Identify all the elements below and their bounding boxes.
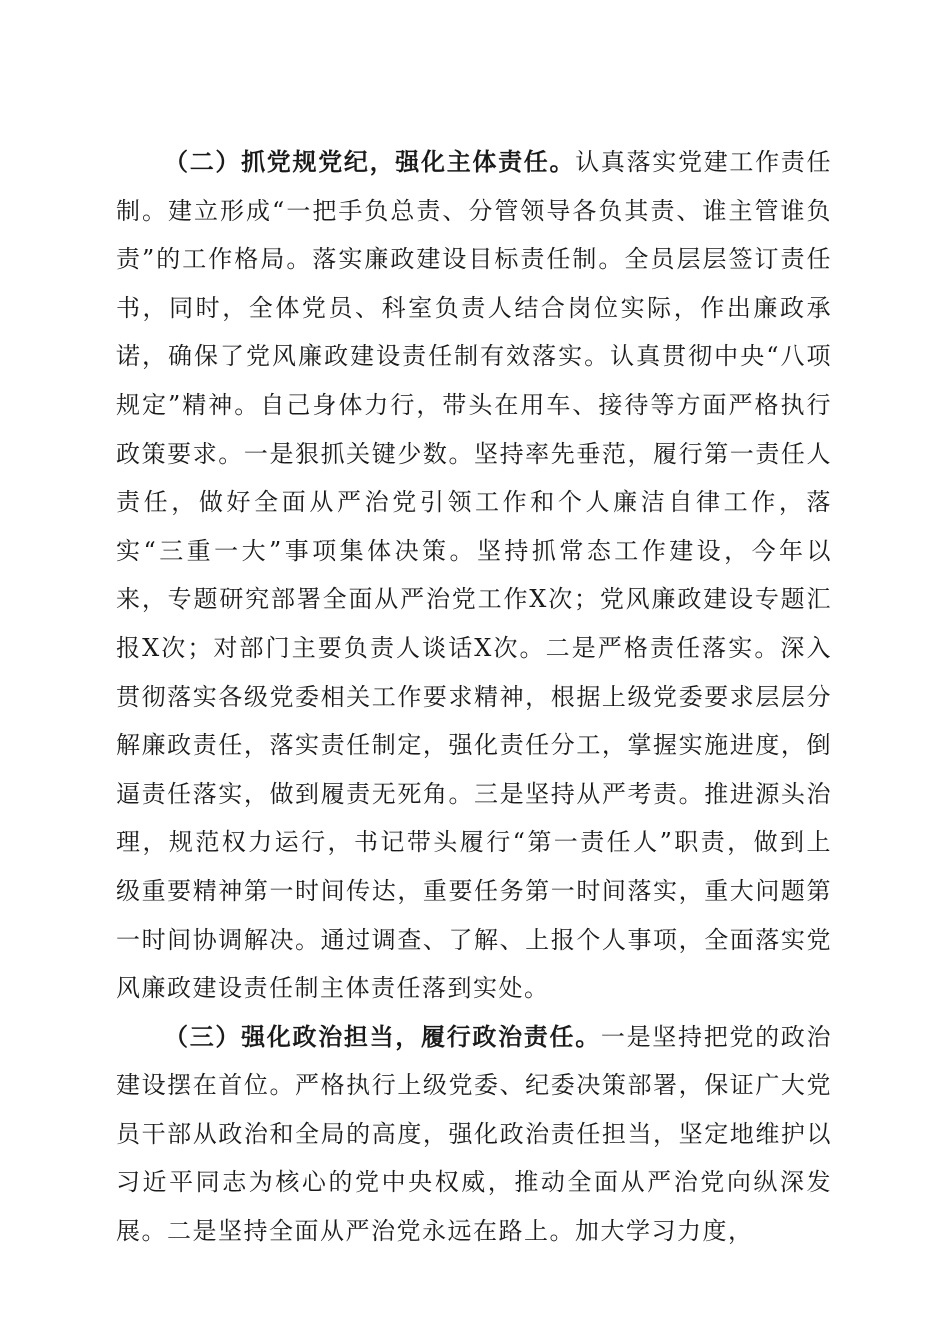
section-two-body: 认真落实党建工作责任制。建立形成“一把手负总责、分管领导各负其责、谁主管谁负责”的工作格局。落实廉政建设目标责任制。全员层层签订责任书，同时，全体党员、科室负责人结合岗位实际，作出廉政承诺，确保了党风廉政建设责任制有效落实。认真贯彻中央“八项规定”精神。自己身体力行，带头在用车、接待等方面严格执行政策要求。一是狠抓关键少数。坚持率先垂范，履行第一责任人责任，做好全面从严治党引领工作和个人廉洁自律工作，落实“三重一大”事项集体决策。坚持抓常态工作建设，今年以来，专题研究部署全面从严治党工作X次；党风廉政建设专题汇报X次；对部门主要负责人谈话X次。二是严格责任落实。深入贯彻落实各级党委相关工作要求精神，根据上级党委要求层层分解廉政责任，落实责任制定，强化责任分工，掌握实施进度，倒逼责任落实，做到履责无死角。三是坚持从严考责。推进源头治理，规范权力运行，书记带头履行“第一责任人”职责，做到上级重要精神第一时间传达，重要任务第一时间落实，重大问题第一时间协调解决。通过调查、了解、上报个人事项，全面落实党风廉政建设责任制主体责任落到实处。 — [116, 148, 833, 1003]
section-three-heading: （三）强化政治担当，履行政治责任。 — [164, 1021, 601, 1051]
section-two-heading: （二）抓党规党纪，强化主体责任。 — [164, 147, 576, 176]
paragraph-section-three — [116, 1013, 832, 1256]
paragraph-section-two — [116, 138, 832, 1013]
document-body — [116, 138, 832, 1256]
section-three-body: 一是坚持把党的政治建设摆在首位。严格执行上级党委、纪委决策部署，保证广大党员干部从政治和全局的高度，强化政治责任担当，坚定地维护以习近平同志为核心的党中央权威，推动全面从严治党向纵深发展。二是坚持全面从严治党永远在路上。加大学习力度， — [116, 1022, 833, 1246]
